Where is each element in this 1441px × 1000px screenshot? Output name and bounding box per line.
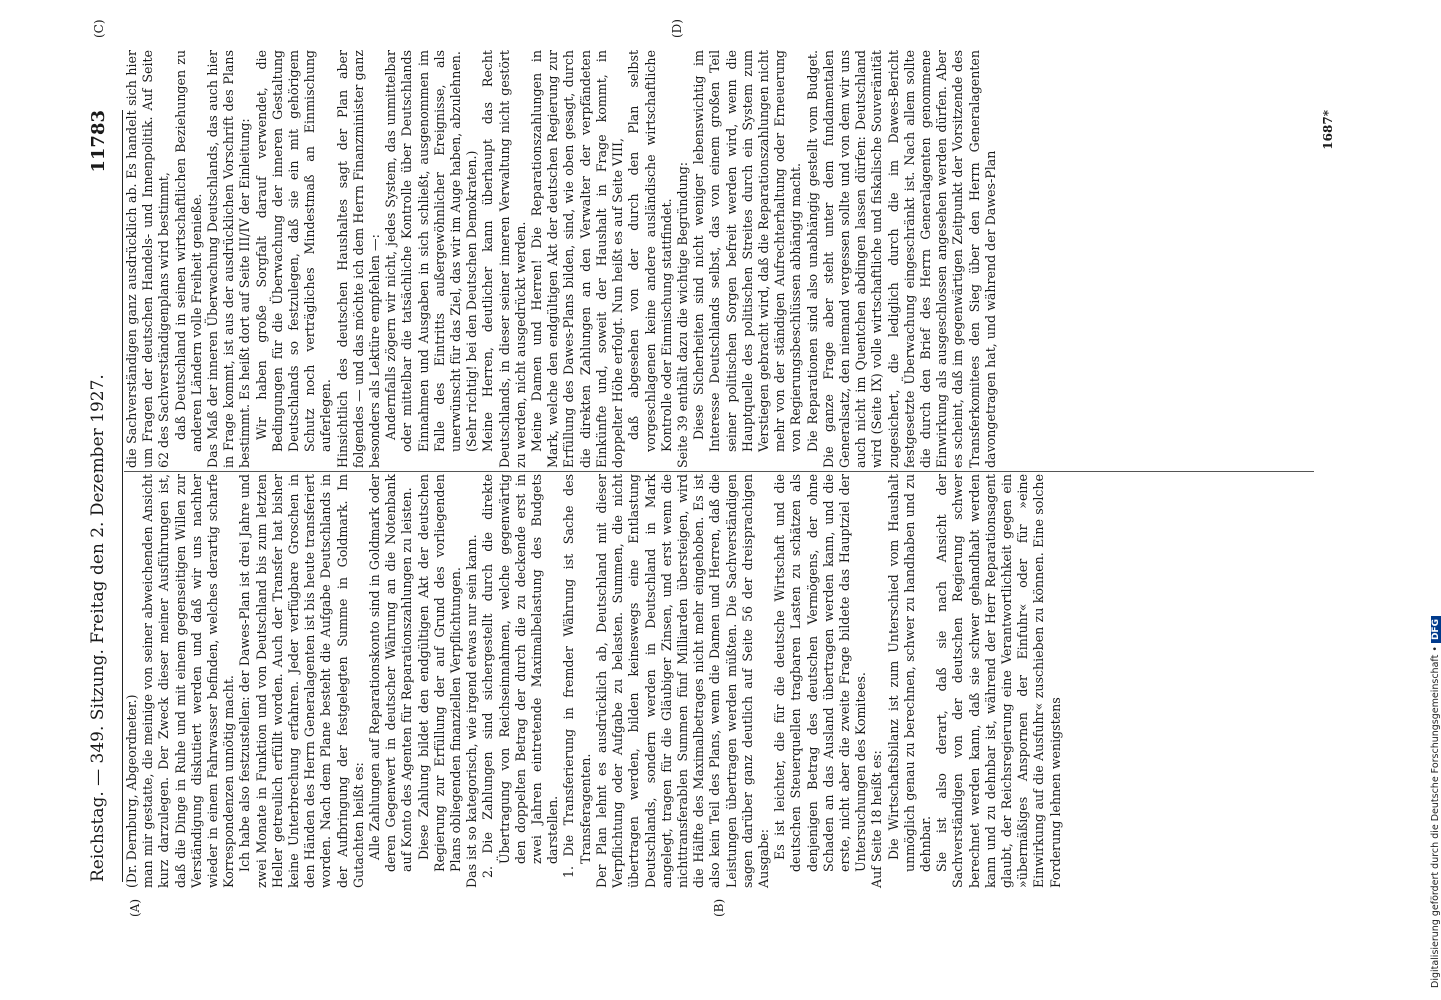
margin-marker-a: (A): [128, 898, 142, 917]
paragraph: die Sachverständigen ganz ausdrücklich ab. Es handelt sich hier um Fragen der deutschen Handels- und Innenpolitik. Auf Seite 62 des Sachverständigenplans wird bestimmt,: [124, 50, 172, 468]
digitization-credit: [1419, 30, 1441, 990]
quote-paragraph: Die Wirtschaftsbilanz ist zum Unterschied vom Haushalt unmöglich genau zu berechnen, schwer zu handhaben und zu dehnbar.: [885, 474, 933, 872]
paragraph: Hinsichtlich des deutschen Haushaltes sagt der Plan aber folgendes — und das möchte ich dem Herrn Finanzminister ganz besonders als Lektüre empfehlen —:: [334, 50, 383, 468]
margin-marker-d: (D): [670, 19, 684, 38]
quote-paragraph: Es ist leichter, die für die deutsche Wirtschaft und die deutschen Steuerquellen tragbaren Lasten zu schätzen als denjenigen Betrag des deutschen Vermögens, der ohne Schaden an das Ausland übertragen werden kann, und die erste, nicht aber die zweite Frage bildete das Hauptziel der Untersuchungen des Komitees.: [772, 474, 869, 872]
left-column: [124, 474, 1064, 888]
paragraph: Sie ist also derart, daß sie nach Ansicht der Sachverständigen von der deutschen Regierung schwer berechnet werden kann, daß sie schwer gehandhabt werden kann und zu dehnbar ist, während der Herr Reparationsagent glaubt, der Reichsregierung eine Verantwortlichkeit gegen ein »übermäßiges Anspornen der Einfuhr« oder für »eine Einwirkung auf die Ausfuhr« zuschieben zu können. Eine solche Forderung lehnen wenigstens: [934, 474, 1063, 888]
dfg-logo: DFG: [1431, 616, 1441, 643]
quote-paragraph: Diese Zahlung bildet den endgültigen Akt der deutschen Regierung zur Erfüllung der auf Grund des vorliegenden Plans obliegenden finanziellen Verpflichtungen.: [415, 474, 464, 872]
digitization-credit-text: [1430, 616, 1441, 988]
paragraph: Das Maß der inneren Überwachung Deutschlands, das auch hier in Frage kommt, ist aus der ausdrücklichen Vorschrift des Plans bestimmt. Es heißt dort auf Seite III/IV der Einleitung:: [205, 50, 253, 468]
numbered-item: 2. Die Zahlungen sind sichergestellt durch die direkte Übertragung von Reichseinnahmen, welche gegenwärtig den doppelten Betrag der durch die zu deckende erst in zwei Jahren eintretende Maximalbelastung des Budgets darstellen.: [480, 474, 561, 878]
credit-text: Digitalisierung gefördert durch die Deutsche Forschungsgemeinschaft •: [1430, 646, 1441, 988]
paragraph: Meine Herren, deutlicher kann überhaupt das Recht Deutschlands, in dieser seiner inneren Verwaltung nicht gestört zu werden, nicht ausgedrückt werden.: [480, 50, 528, 468]
quote-paragraph: Wir haben große Sorgfalt darauf verwendet, die Bedingungen für die Überwachung der inneren Gestaltung Deutschlands so festzulegen, daß sie ein mit gehörigem Schutz noch verträgliches Mindestmaß an Einmischung auferlegen.: [253, 50, 334, 452]
paragraph: Ich habe also festzustellen: der Dawes-Plan ist drei Jahre und zwei Monate in Funktion und von Deutschland bis zum letzten Heller getreulich erfüllt worden. Auch der Transfer hat bisher keine Unterbrechung erfahren. Jeder verfügbare Groschen in den Händen des Herrn Generalagenten ist bis heute transferiert worden. Nach dem Plane besteht die Aufgabe Deutschlands in der Aufbringung der festgelegten Summe in Goldmark. Im Gutachten heißt es:: [237, 474, 366, 888]
page-header: [88, 110, 118, 882]
paragraph: Meine Damen und Herren! Die Reparationszahlungen in Mark, welche den endgültigen Akt der deutschen Regierung zur Erfüllung des Dawes-Plans bilden, sind, wie oben gesagt, durch die direkten Zahlungen an den Verwalter der verpfändeten Einkünfte und, soweit der Haushalt in Frage kommt, in doppelter Höhe erfolgt. Nun heißt es auf Seite VIII,: [529, 50, 626, 468]
sheet-signature: 1687*: [1321, 110, 1335, 150]
quote-paragraph: Diese Sicherheiten sind nicht weniger lebenswichtig im Interesse Deutschlands selbst, das von einem großen Teil seiner politischen Sorgen befreit werden wird, wenn die Hauptquelle des politischen Streites durch ein System zum Verstiegen gebracht wird, daß die Reparationszahlungen nicht mehr von der ständigen Aufrechterhaltung oder Erneuerung von Regierungsbeschlüssen abhängig macht.: [691, 50, 804, 452]
margin-marker-c: (C): [92, 19, 106, 38]
paragraph: man mir gestatte, die meinige von seiner abweichenden Ansicht kurz darzulegen. Der Zweck dieser meiner Ausführungen ist, daß die Dinge in Ruhe und mit einem gegenseitigen Willen zur Verständigung diskutiert werden und daß wir uns nachher wieder in einem Fahrwasser befinden, welches derartig scharfe Korrespondenzen unnötig macht.: [140, 474, 237, 888]
quote-paragraph: Andernfalls zögern wir nicht, jedes System, das unmittelbar oder mittelbar die tatsächliche Kontrolle über Deutschlands Einnahmen und Ausgaben in sich schließt, ausgenommen im Falle des Eintritts außergewöhnlicher Ereignisse, als unerwünscht für das Ziel, das wir im Auge haben, abzulehnen.: [383, 50, 464, 452]
numbered-item: 1. Die Transferierung in fremder Währung ist Sache des Transferagenten.: [561, 474, 593, 878]
paragraph: Das ist so kategorisch, wie irgend etwas nur sein kann.: [464, 534, 480, 888]
right-column: [124, 50, 999, 468]
paragraph: Die Reparationen sind also unabhängig gestellt vom Budget. Die ganze Frage aber steht unter dem fundamentalen Generalsatz, den niemand vergessen sollte und von dem wir uns auch nicht im Quentchen abdingen lassen dürfen: Deutschland wird (Seite IX) volle wirtschaftliche und fiskalische Souveränität zugesichert, die lediglich durch die im Dawes-Bericht festgesetzte Überwachung eingeschränkt ist. Nach allem sollte die durch den Brief des Herrn Generalagenten genommene Einwirkung als ausgeschlossen angesehen werden dürfen. Aber es scheint, daß im gegenwärtigen Zeitpunkt der Vorsitzende des Transferkomitees den Sieg über den Herrn Generalagenten davongetragen hat, und während der Dawes-Plan: [804, 50, 998, 468]
quote-paragraph: Alle Zahlungen auf Reparationskonto sind in Goldmark oder deren Gegenwert in deutscher Währung an die Notenbank auf Konto des Agenten für Reparationszahlungen zu leisten.: [367, 474, 415, 872]
header-rule: [122, 110, 123, 882]
paragraph: Seite 39 enthält dazu die wichtige Begründung:: [674, 161, 690, 468]
speaker-line: (Dr. Dernburg, Abgeordneter.): [124, 694, 139, 888]
header-session-date: Reichstag. — 349. Sitzung. Freitag den 2. Dezember 1927.: [88, 374, 108, 882]
quote-paragraph: daß abgesehen von der durch den Plan selbst vorgeschlagenen keine andere ausländische wirtschaftliche Kontrolle oder Einmischung stattfindet.: [626, 50, 674, 452]
quote-paragraph: daß Deutschland in seinen wirtschaftlichen Beziehungen zu anderen Ländern volle Freiheit genieße.: [172, 50, 204, 452]
paragraph: Der Plan lehnt es ausdrücklich ab, Deutschland mit dieser Verpflichtung oder Aufgabe zu belasten. Summen, die nicht übertragen werden, bilden keineswegs eine Entlastung Deutschlands, sondern werden in Deutschland in Mark angelegt, tragen für die Gläubiger Zinsen, und erst wenn die nichttransferablen Summen fünf Milliarden übersteigen, wird die Hälfte des Maximalbetrages nicht mehr eingehoben. Es ist also kein Teil des Plans, wenn die Damen und Herren, daß die Leistungen übertragen werden müßten. Die Sachverständigen sagen darüber ganz deutlich auf Seite 56 der dreisprachigen Ausgabe:: [593, 474, 771, 888]
page-number: 11783: [88, 110, 109, 173]
margin-marker-b: (B): [712, 898, 726, 917]
interjection: (Sehr richtig! bei den Deutschen Demokraten.): [464, 150, 480, 452]
column-divider: [124, 471, 1314, 472]
paragraph: Auf Seite 18 heißt es:: [869, 750, 885, 888]
